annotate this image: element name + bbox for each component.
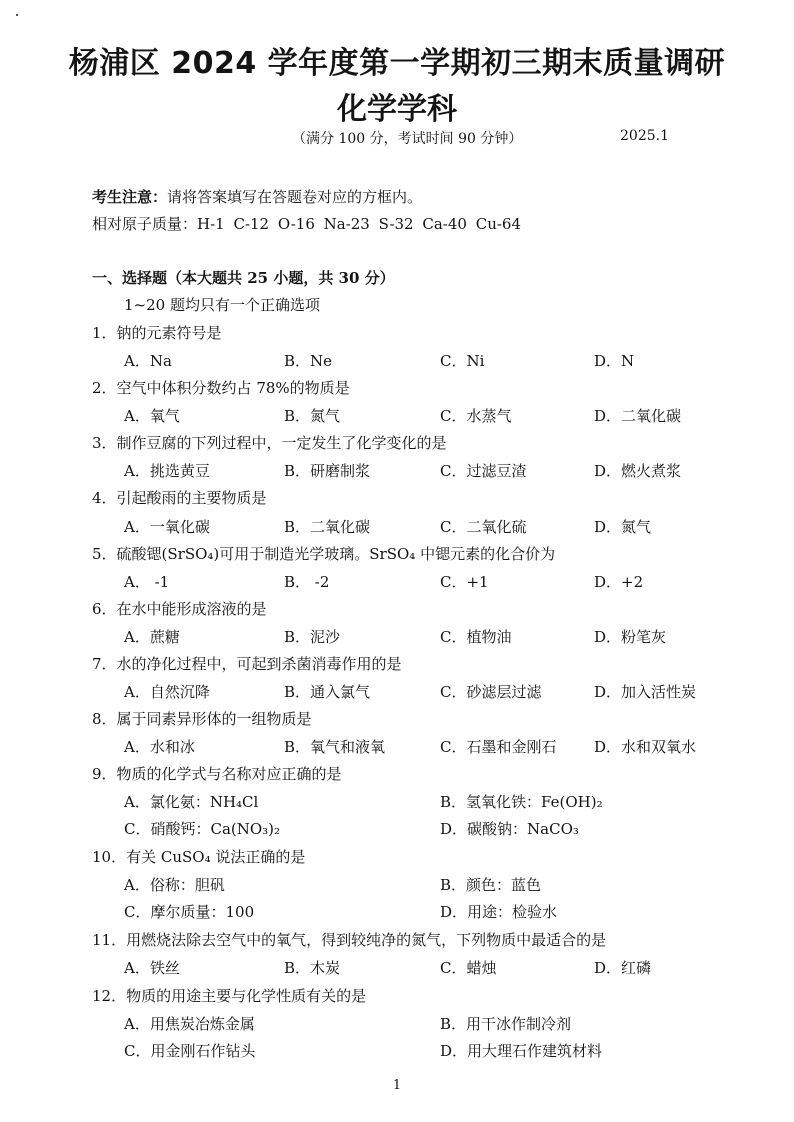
option-b: B． -2 [284,573,330,591]
option-a: A．自然沉降 [124,683,210,701]
option-c: C．摩尔质量：100 [124,903,255,921]
option-d: D．加入活性炭 [594,683,697,701]
option-a: A．一氧化碳 [124,518,210,536]
question-stem: 12．物质的用途主要与化学性质有关的是 [92,987,367,1005]
option-c: C．蜡烛 [440,959,497,977]
question-stem: 4．引起酸雨的主要物质是 [92,489,267,507]
option-b: B．研磨制浆 [284,462,371,480]
question-stem: 1．钠的元素符号是 [92,324,222,342]
option-a: A． -1 [124,573,170,591]
option-c: C．硝酸钙：Ca(NO₃)₂ [124,820,281,838]
question-stem: 5．硫酸锶(SrSO₄)可用于制造光学玻璃。SrSO₄ 中锶元素的化合价为 [92,545,556,563]
option-c: C．Ni [440,352,485,370]
option-b: B．Ne [284,352,333,370]
option-d: D．碳酸钠：NaCO₃ [440,820,579,838]
subject-title: 化学学科 [337,92,457,127]
score-time-note: （满分 100 分，考试时间 90 分钟） [292,131,523,147]
question-stem: 11．用燃烧法除去空气中的氧气，得到较纯净的氮气，下列物质中最适合的是 [92,931,607,949]
option-a: A．蔗糖 [124,628,180,646]
exam-title: 杨浦区 2024 学年度第一学期初三期末质量调研 [68,46,726,81]
option-c: C．植物油 [440,628,512,646]
option-a: A．氯化氨：NH₄Cl [124,793,259,811]
candidate-notice [92,186,422,207]
question-stem: 2．空气中体积分数约占 78%的物质是 [92,379,350,397]
notice-text: 请将答案填写在答题卷对应的方框内。 [167,188,423,206]
option-c: C．用金刚石作钻头 [124,1042,256,1060]
option-b: B．用干冰作制冷剂 [440,1015,572,1033]
option-d: D．燃火煮浆 [594,462,682,480]
option-d: D．+2 [594,573,644,591]
option-d: D．粉笔灰 [594,628,667,646]
option-b: B．泥沙 [284,628,341,646]
exam-date: 2025.1 [620,128,669,144]
option-a: A．俗称：胆矾 [124,876,225,894]
option-a: A．氧气 [124,407,180,425]
option-b: B．颜色：蓝色 [440,876,542,894]
option-b: B．氧气和液氧 [284,738,386,756]
option-d: D．用途：检验水 [440,903,558,921]
section-subtitle: 1~20 题均只有一个正确选项 [124,296,320,314]
option-d: D．用大理石作建筑材料 [440,1042,603,1060]
option-a: A．用焦炭冶炼金属 [124,1015,255,1033]
option-c: C．石墨和金刚石 [440,738,557,756]
question-stem: 7．水的净化过程中，可起到杀菌消毒作用的是 [92,655,402,673]
option-d: D．N [594,352,635,370]
option-b: B．二氧化碳 [284,518,371,536]
option-c: C．+1 [440,573,489,591]
option-b: B．氢氧化铁：Fe(OH)₂ [440,793,603,811]
question-stem: 8．属于同素异形体的一组物质是 [92,710,312,728]
option-c: C．二氧化硫 [440,518,527,536]
option-b: B．通入氯气 [284,683,371,701]
scan-speck [16,14,18,16]
option-d: D．二氧化碳 [594,407,682,425]
page-number: 1 [392,1078,402,1093]
section-title: 一、选择题（本大题共 25 小题，共 30 分） [92,269,395,287]
option-d: D．水和双氧水 [594,738,697,756]
question-stem: 10．有关 CuSO₄ 说法正确的是 [92,848,306,866]
option-a: A．铁丝 [124,959,180,977]
question-stem: 6．在水中能形成溶液的是 [92,600,267,618]
option-a: A．Na [124,352,172,370]
option-c: C．砂滤层过滤 [440,683,542,701]
option-a: A．挑选黄豆 [124,462,210,480]
relative-atomic-masses: 相对原子质量：H-1 C-12 O-16 Na-23 S-32 Ca-40 Cu-64 [92,215,522,233]
option-d: D．红磷 [594,959,652,977]
option-c: C．水蒸气 [440,407,512,425]
option-b: B．木炭 [284,959,341,977]
question-stem: 3．制作豆腐的下列过程中，一定发生了化学变化的是 [92,434,447,452]
option-c: C．过滤豆渣 [440,462,527,480]
option-d: D．氮气 [594,518,652,536]
option-b: B．氮气 [284,407,341,425]
notice-label: 考生注意： [92,188,168,206]
question-stem: 9．物质的化学式与名称对应正确的是 [92,765,342,783]
option-a: A．水和冰 [124,738,195,756]
